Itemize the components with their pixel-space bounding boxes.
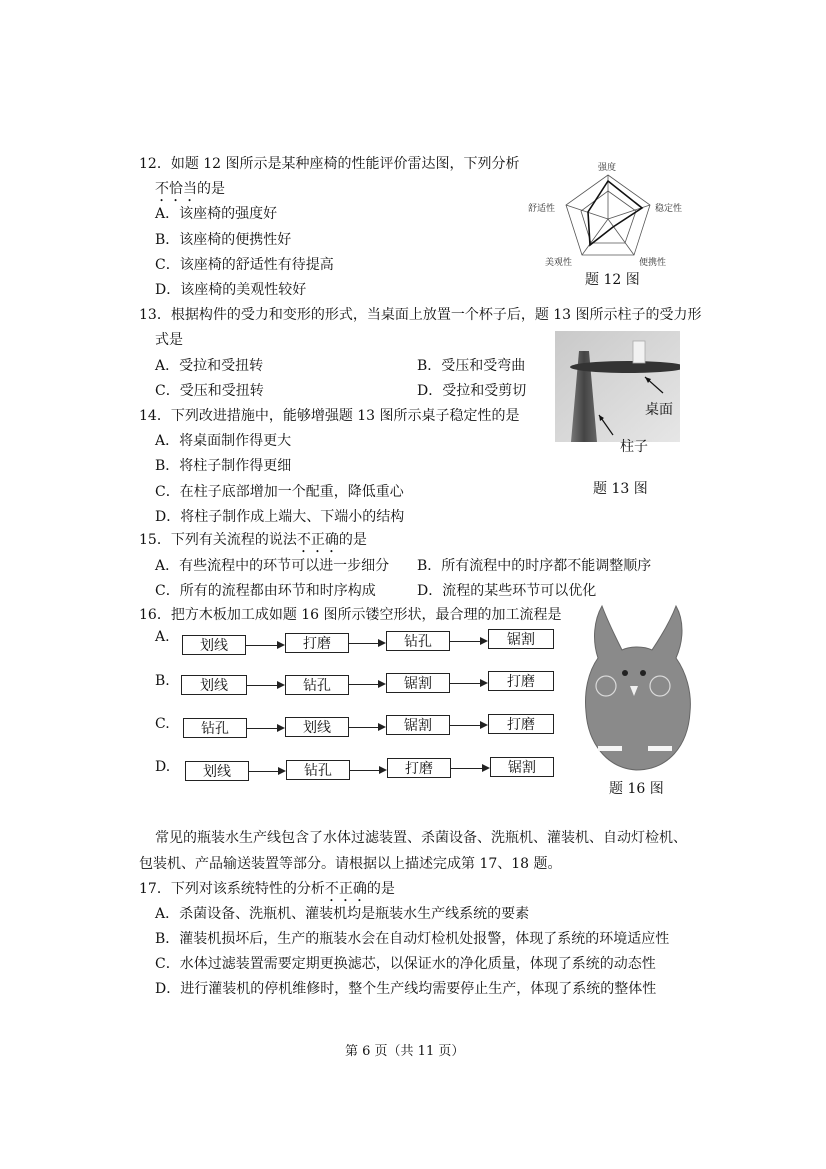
q16-flow-b-step-3: 锯割 xyxy=(386,673,450,693)
cup-shape xyxy=(633,341,645,363)
q16-flow-b-step-4: 打磨 xyxy=(488,671,554,691)
radar-label-comfort: 舒适性 xyxy=(528,204,556,214)
q16-flow-c-step-4: 打磨 xyxy=(488,714,554,734)
q16-flow-b-letter: B. xyxy=(155,673,170,689)
radar-label-strength: 强度 xyxy=(598,163,617,173)
q16-flow-a-step-1: 划线 xyxy=(182,635,246,655)
passage-line1: 常见的瓶装水生产线包含了水体过滤装置、杀菌设备、洗瓶机、灌装机、自动灯检机、 xyxy=(155,830,687,846)
q16-flow-a-step-4: 锯割 xyxy=(488,629,554,649)
figure-13-caption: 题 13 图 xyxy=(593,481,648,497)
q12-stem-line2 xyxy=(155,180,225,205)
radar-label-stability: 稳定性 xyxy=(655,204,683,214)
q15-emphasis: 不正确 xyxy=(296,532,339,548)
q17-option-c: C．水体过滤装置需要定期更换滤芯，以保证水的净化质量，体现了系统的动态性 xyxy=(155,956,656,972)
q17-stem-pre: 17．下列对该系统特性的分析 xyxy=(139,881,325,897)
q16-flow-c-step-2: 划线 xyxy=(285,717,349,737)
q16-flow-b-step-1: 划线 xyxy=(181,675,247,695)
page-footer: 第 6 页（共 11 页） xyxy=(345,1044,465,1059)
figure-12-caption: 题 12 图 xyxy=(585,272,640,288)
q14-stem: 14．下列改进措施中，能够增强题 13 图所示桌子稳定性的是 xyxy=(139,408,520,424)
q12-emphasis: 不恰当 xyxy=(155,181,197,197)
q13-option-b: B．受压和受弯曲 xyxy=(417,358,526,374)
right-slot xyxy=(648,746,672,751)
q16-flow-c-letter: C. xyxy=(155,716,170,732)
passage-line2: 包装机、产品输送装置等部分。请根据以上描述完成第 17、18 题。 xyxy=(139,856,562,872)
q15-option-b: B．所有流程中的时序都不能调整顺序 xyxy=(417,558,652,574)
q12-option-a: A．该座椅的强度好 xyxy=(155,206,278,222)
q16-flow-a-step-3: 钻孔 xyxy=(386,631,450,651)
q13-option-a: A．受拉和受扭转 xyxy=(155,358,264,374)
q17-emphasis: 不正确 xyxy=(324,881,367,897)
q16-flow-d-step-2: 钻孔 xyxy=(286,760,350,780)
q13-stem-line1: 13．根据构件的受力和变形的形式，当桌面上放置一个杯子后，题 13 图所示柱子的受力形 xyxy=(139,307,702,323)
left-eye xyxy=(622,670,628,676)
radar-figure xyxy=(525,155,705,270)
q16-flow-a-letter: A. xyxy=(155,629,170,645)
q16-flow-c-step-3: 锯割 xyxy=(386,715,450,735)
q16-flow-c-step-1: 钻孔 xyxy=(183,718,247,738)
q13-option-d: D．受拉和受剪切 xyxy=(417,383,527,399)
q12-option-b: B．该座椅的便携性好 xyxy=(155,232,292,248)
q12-stem-line1: 12．如题 12 图所示是某种座椅的性能评价雷达图，下列分析 xyxy=(139,156,520,172)
q15-option-d: D．流程的某些环节可以优化 xyxy=(417,583,597,599)
q17-option-d: D．进行灌装机的停机维修时，整个生产线均需要停止生产，体现了系统的整体性 xyxy=(155,981,657,997)
q14-option-b: B．将柱子制作得更细 xyxy=(155,458,292,474)
q16-flow-d-letter: D. xyxy=(155,759,171,775)
q12-option-c: C．该座椅的舒适性有待提高 xyxy=(155,257,334,273)
q15-stem-post: 的是 xyxy=(338,532,367,548)
table-photo xyxy=(555,331,680,442)
q14-option-a: A．将桌面制作得更大 xyxy=(155,433,292,449)
radar-label-portability: 便携性 xyxy=(639,258,667,268)
q16-flow-b-step-2: 钻孔 xyxy=(285,675,349,695)
right-eye xyxy=(640,670,646,676)
q13-option-c: C．受压和受扭转 xyxy=(155,383,264,399)
q16-flow-d-step-1: 划线 xyxy=(185,761,249,781)
tabletop-label: 桌面 xyxy=(645,402,673,418)
q14-option-c: C．在柱子底部增加一个配重，降低重心 xyxy=(155,484,404,500)
q17-stem-post: 的是 xyxy=(366,881,395,897)
rabbit-outline-shape xyxy=(586,606,691,770)
q12-stem-tail: 的是 xyxy=(197,181,225,197)
q13-stem-line2: 式是 xyxy=(155,332,183,348)
q17-stem xyxy=(139,880,395,905)
q14-option-d: D．将柱子制作成上端大、下端小的结构 xyxy=(155,509,405,525)
q12-option-d: D．该座椅的美观性较好 xyxy=(155,282,307,298)
q16-flow-d-step-4: 锯割 xyxy=(490,757,554,777)
q16-flow-d-step-3: 打磨 xyxy=(387,758,451,778)
q16-flow-a-step-2: 打磨 xyxy=(285,633,349,653)
q15-stem-pre: 15．下列有关流程的说法 xyxy=(139,532,297,548)
left-slot xyxy=(598,746,622,751)
rabbit-board-figure xyxy=(580,600,695,775)
q17-option-a: A．杀菌设备、洗瓶机、灌装机均是瓶装水生产线系统的要素 xyxy=(155,906,530,922)
figure-16-caption: 题 16 图 xyxy=(609,781,664,797)
q15-option-a: A．有些流程中的环节可以进一步细分 xyxy=(155,558,390,574)
q16-stem: 16．把方木板加工成如题 16 图所示镂空形状，最合理的加工流程是 xyxy=(139,607,562,623)
q15-stem xyxy=(139,531,367,556)
q15-option-c: C．所有的流程都由环节和时序构成 xyxy=(155,583,376,599)
q17-option-b: B．灌装机损坏后，生产的瓶装水会在自动灯检机处报警，体现了系统的环境适应性 xyxy=(155,931,670,947)
radar-label-appearance: 美观性 xyxy=(545,258,573,268)
pillar-label: 柱子 xyxy=(620,439,648,455)
